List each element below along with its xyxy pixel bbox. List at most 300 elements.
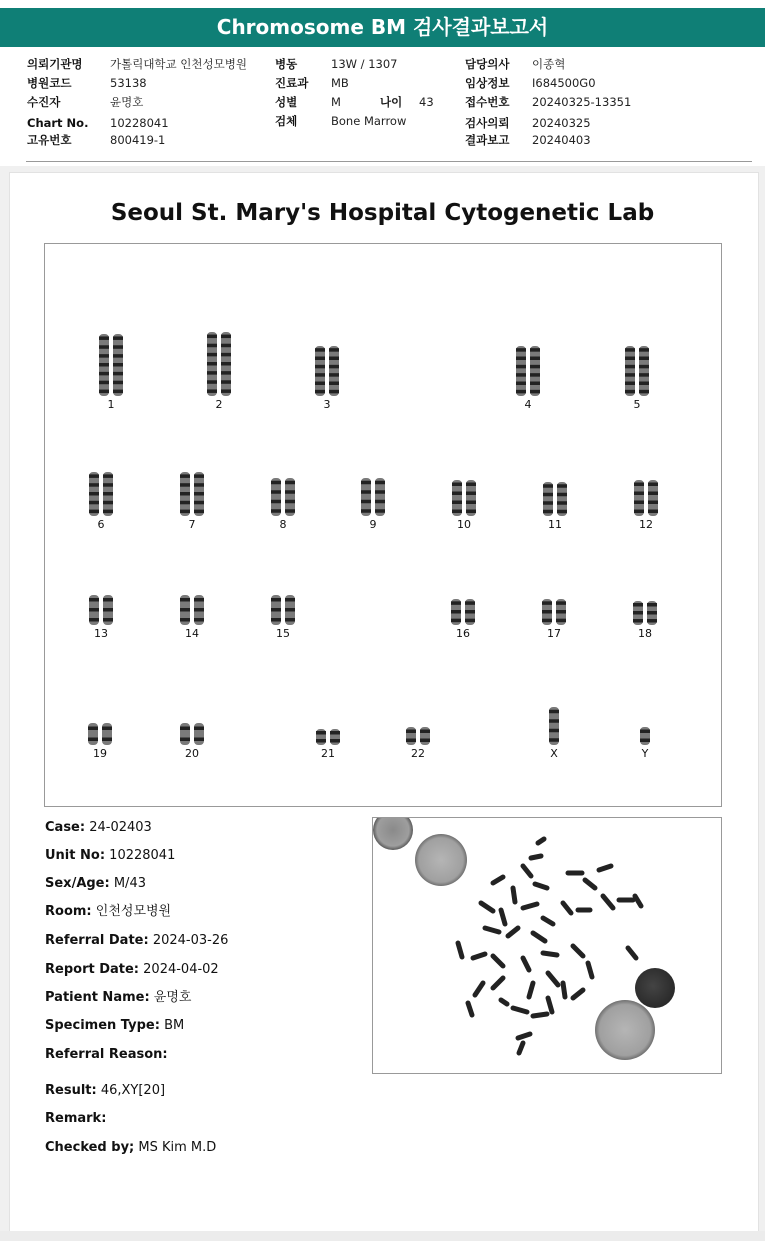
chromosome-band — [194, 727, 204, 731]
chromosome-label: 6 — [97, 518, 105, 531]
chromosome-band — [194, 501, 204, 505]
chromosome-band — [465, 619, 475, 623]
referral-reason-label: Referral Reason: — [45, 1047, 168, 1062]
chromosome-band — [207, 380, 217, 384]
chromosome-label: 5 — [633, 398, 641, 411]
chromosome-band — [285, 500, 295, 504]
chromosome-band — [113, 363, 123, 367]
report-header-title: Chromosome BM 검사결과보고서 — [0, 8, 765, 47]
unique-no-label: 고유번호 — [27, 133, 72, 147]
chromosome-pair-22 — [388, 727, 448, 761]
chromosome-band — [271, 598, 281, 602]
chromosome-band — [113, 354, 123, 358]
chromosome-band — [466, 501, 476, 505]
chromosome-band — [103, 492, 113, 496]
chromosome-band — [452, 501, 462, 505]
chromosome-band — [221, 362, 231, 366]
chromosome-band — [180, 738, 190, 742]
chromosome-band — [221, 335, 231, 339]
sex-age-value: M/43 — [113, 876, 146, 891]
chromosome-pair-1 — [81, 334, 141, 412]
chromosome-band — [451, 619, 461, 623]
chromosome-band — [375, 500, 385, 504]
chromosome-label: 12 — [639, 518, 653, 531]
report-date-label: Report Date: — [45, 962, 140, 977]
chromosome-pair-17 — [524, 599, 584, 641]
chromosome-pair-20 — [162, 723, 222, 761]
chromosome-band — [451, 601, 461, 605]
dept-value: MB — [331, 76, 349, 90]
chromosome-pair-21 — [298, 729, 358, 761]
chromosome-label: 22 — [411, 747, 425, 760]
checked-by-label: Checked by; — [45, 1140, 135, 1155]
chromosome-band — [271, 509, 281, 513]
chromosome-band — [89, 598, 99, 602]
chromosome-label: Y — [641, 747, 649, 760]
age-label: 나이 — [380, 95, 403, 109]
chart-no-label: Chart No. — [27, 116, 89, 130]
chromosome-band — [329, 365, 339, 369]
chromosome-band — [207, 353, 217, 357]
chromosome-band — [361, 509, 371, 513]
chromosome-band — [315, 348, 325, 352]
chromosome-label: 16 — [456, 627, 470, 640]
chromosome-band — [452, 483, 462, 487]
chromatid — [315, 346, 325, 396]
specimen-type-label: Specimen Type: — [45, 1018, 160, 1033]
chromosome-band — [316, 731, 326, 735]
chromosome-band — [89, 492, 99, 496]
ward-value: 13W / 1307 — [331, 57, 398, 71]
chromosome-image — [449, 480, 479, 516]
chromosome-image — [358, 478, 388, 516]
sex-value: M — [331, 95, 341, 109]
chromosome-band — [530, 365, 540, 369]
unique-no-value: 800419-1 — [110, 133, 166, 147]
chromosome-band — [103, 608, 113, 612]
chromosome-band — [639, 390, 649, 394]
chromosome-pair-4 — [498, 346, 558, 412]
chromosome-band — [221, 389, 231, 393]
sex-age-label: Sex/Age: — [45, 876, 110, 891]
chromosome-band — [466, 492, 476, 496]
patient-label: 수진자 — [27, 95, 61, 109]
chromosome-band — [466, 483, 476, 487]
chromosome-label: 13 — [94, 627, 108, 640]
chromosome-band — [516, 373, 526, 377]
chromosome-band — [194, 510, 204, 513]
chromosome-pair-y — [615, 727, 675, 761]
referral-reason-field — [45, 1046, 168, 1064]
chromosome-band — [329, 357, 339, 361]
chromatid — [102, 723, 112, 745]
chromosome-band — [557, 493, 567, 497]
chromosome-band — [329, 390, 339, 394]
chromosome-band — [207, 371, 217, 375]
chromosome-band — [194, 483, 204, 487]
request-date-label: 검사의뢰 — [465, 116, 510, 130]
chromosome-band — [639, 357, 649, 361]
referral-date-field — [45, 932, 228, 950]
chromosome-pair-18 — [615, 601, 675, 641]
chromosome-band — [634, 501, 644, 505]
chromosome-band — [207, 389, 217, 393]
cell-nucleus — [415, 834, 467, 886]
chromosome-image — [539, 599, 569, 625]
chromosome-band — [99, 354, 109, 358]
chart-no-value: 10228041 — [110, 116, 169, 130]
chromosome-band — [271, 490, 281, 494]
chromosome-band — [103, 483, 113, 487]
patient-info-panel — [0, 48, 765, 166]
chromosome-band — [542, 610, 552, 614]
chromosome-image — [631, 480, 661, 516]
chromosome-band — [647, 619, 657, 623]
chromosome-image — [177, 723, 207, 745]
chromosome-band — [543, 493, 553, 497]
chromosome-image — [268, 478, 298, 516]
remark-label: Remark: — [45, 1111, 107, 1126]
chromosome-pair-2 — [189, 332, 249, 412]
unit-no-value: 10228041 — [109, 848, 176, 863]
chromosome-band — [285, 490, 295, 494]
result-value: 46,XY[20] — [100, 1083, 166, 1098]
chromosome-pair-14 — [162, 595, 222, 641]
chromosome-label: 8 — [279, 518, 287, 531]
chromosome-band — [180, 598, 190, 602]
chromosome-image — [86, 472, 116, 516]
chromosome-band — [88, 738, 98, 742]
chromosome-band — [99, 381, 109, 385]
chromosome-band — [180, 483, 190, 487]
chromosome-pair-5 — [607, 346, 667, 412]
chromatid — [329, 346, 339, 396]
chromosome-band — [99, 372, 109, 376]
chromosome-image — [313, 729, 343, 745]
chromosome-band — [271, 481, 281, 485]
chromosome-band — [89, 501, 99, 505]
sex-age-field — [45, 875, 146, 893]
chromosome-band — [329, 382, 339, 386]
chromosome-image — [85, 723, 115, 745]
chromosome-band — [180, 618, 190, 622]
chromosome-band — [88, 727, 98, 731]
chromosome-band — [516, 357, 526, 361]
chromosome-band — [329, 348, 339, 352]
chromosome-band — [516, 382, 526, 386]
chromosome-band — [103, 501, 113, 505]
chromosome-pair-8 — [253, 478, 313, 532]
chromosome-image — [547, 707, 561, 745]
chromosome-band — [221, 371, 231, 375]
chromosome-band — [207, 344, 217, 348]
chromosome-band — [648, 483, 658, 487]
chromosome-band — [466, 510, 476, 514]
chromosome-band — [285, 608, 295, 612]
chromosome-band — [103, 510, 113, 513]
lab-title: Seoul St. Mary's Hospital Cytogenetic Lab — [110, 200, 655, 226]
chromosome-band — [221, 344, 231, 348]
chromosome-band — [99, 363, 109, 367]
chromosome-band — [634, 483, 644, 487]
chromosome-band — [89, 474, 99, 478]
room-label: Room: — [45, 904, 92, 919]
chromosome-band — [361, 500, 371, 504]
chromosome-band — [113, 381, 123, 385]
chromosome-band — [113, 372, 123, 376]
chromosome-band — [271, 500, 281, 504]
chromosome-band — [639, 348, 649, 352]
chromosome-band — [625, 390, 635, 394]
chromatid — [516, 346, 526, 396]
chromosome-pair-15 — [253, 595, 313, 641]
chromatid — [625, 346, 635, 396]
chromosome-band — [329, 373, 339, 377]
chromosome-band — [542, 619, 552, 623]
result-report-label: 결과보고 — [465, 133, 510, 147]
chromosome-band — [361, 490, 371, 494]
chromatid — [194, 723, 204, 745]
chromosome-band — [315, 365, 325, 369]
chromosome-band — [285, 481, 295, 485]
chromosome-band — [315, 382, 325, 386]
chromatid — [180, 723, 190, 745]
chromosome-pair-13 — [71, 595, 131, 641]
chromosome-band — [633, 619, 643, 623]
chromosome-pair-7 — [162, 472, 222, 532]
chromosome-label: 1 — [107, 398, 115, 411]
chromosome-band — [315, 373, 325, 377]
chromosome-band — [543, 510, 553, 514]
chromosome-image — [513, 346, 543, 396]
chromosome-label: 3 — [323, 398, 331, 411]
chromosome-image — [403, 727, 433, 745]
chromosome-band — [99, 336, 109, 340]
chromosome-image — [204, 332, 234, 396]
chromosome-band — [530, 357, 540, 361]
info-divider — [26, 161, 752, 162]
chromosome-band — [361, 481, 371, 485]
chromosome-band — [625, 348, 635, 352]
chromosome-band — [647, 603, 657, 607]
chromosome-band — [99, 345, 109, 349]
chromosome-band — [633, 611, 643, 615]
case-label: Case: — [45, 820, 86, 835]
chromosome-band — [648, 501, 658, 505]
chromosome-band — [89, 618, 99, 622]
chromosome-band — [315, 390, 325, 394]
chromosome-band — [180, 474, 190, 478]
chromosome-image — [86, 595, 116, 625]
chromosome-band — [516, 365, 526, 369]
chromosome-band — [549, 710, 559, 714]
chromosome-band — [530, 373, 540, 377]
chromatid — [88, 723, 98, 745]
hospital-code-value: 53138 — [110, 76, 147, 90]
chromosome-pair-3 — [297, 346, 357, 412]
chromosome-band — [530, 382, 540, 386]
chromosome-image — [638, 727, 652, 745]
chromosome-band — [543, 484, 553, 488]
request-date-value: 20240325 — [532, 116, 591, 130]
chromosome-pair-x — [524, 707, 584, 761]
chromosome-band — [271, 608, 281, 612]
chromosome-image — [96, 334, 126, 396]
chromosome-label: 15 — [276, 627, 290, 640]
chromosome-label: 14 — [185, 627, 199, 640]
chromosome-band — [452, 492, 462, 496]
chromosome-band — [633, 603, 643, 607]
chromosome-band — [556, 619, 566, 623]
chromosome-band — [113, 336, 123, 340]
chromosome-band — [221, 353, 231, 357]
chromosome-pair-10 — [434, 480, 494, 532]
receipt-no-label: 접수번호 — [465, 95, 510, 109]
chromosome-band — [465, 601, 475, 605]
clinical-info-label: 임상정보 — [465, 76, 510, 90]
chromosome-label: 19 — [93, 747, 107, 760]
institution-label: 의뢰기관명 — [27, 57, 83, 71]
chromosome-band — [549, 738, 559, 742]
chromosome-band — [180, 501, 190, 505]
chromosome-band — [625, 382, 635, 386]
result-label: Result: — [45, 1083, 97, 1098]
chromosome-band — [285, 598, 295, 602]
chromosome-band — [406, 739, 416, 743]
chromosome-band — [549, 719, 559, 723]
remark-field — [45, 1110, 106, 1128]
sex-label: 성별 — [275, 95, 298, 109]
room-value: 인천성모병원 — [95, 904, 172, 919]
chromosome-band — [315, 357, 325, 361]
checked-by-field — [45, 1139, 216, 1157]
chromosome-band — [640, 739, 650, 743]
chromosome-band — [420, 739, 430, 743]
chromosome-band — [516, 390, 526, 394]
chromosome-band — [271, 618, 281, 622]
age-value: 43 — [419, 95, 434, 109]
chromosome-label: 9 — [369, 518, 377, 531]
chromosome-band — [194, 618, 204, 622]
chromosome-image — [622, 346, 652, 396]
chromosome-band — [113, 390, 123, 394]
chromosome-band — [316, 739, 326, 743]
chromosome-label: 10 — [457, 518, 471, 531]
chromosome-band — [625, 365, 635, 369]
metaphase-image — [372, 817, 722, 1074]
chromosome-band — [465, 610, 475, 614]
institution-value: 가톨릭대학교 인천성모병원 — [110, 57, 247, 71]
doctor-value: 이종혁 — [532, 57, 566, 71]
chromosome-band — [452, 510, 462, 514]
chromosome-band — [557, 501, 567, 505]
karyotype-panel — [44, 243, 722, 807]
chromosome-band — [625, 373, 635, 377]
referral-date-value: 2024-03-26 — [152, 933, 229, 948]
bottom-strip — [0, 1231, 765, 1241]
chromosome-band — [113, 345, 123, 349]
chromosome-band — [530, 390, 540, 394]
cell-nucleus — [635, 968, 675, 1008]
patient-value: 윤명호 — [110, 95, 144, 109]
chromosome-label: 21 — [321, 747, 335, 760]
result-report-value: 20240403 — [532, 133, 591, 147]
chromosome-label: 11 — [548, 518, 562, 531]
chromosome-band — [207, 335, 217, 339]
doctor-label: 담당의사 — [465, 57, 510, 71]
chromosome-band — [180, 510, 190, 513]
chromosome-band — [330, 731, 340, 735]
chromosome-label: X — [550, 747, 558, 760]
chromosome-image — [448, 599, 478, 625]
chromosome-band — [180, 727, 190, 731]
chromosome-band — [330, 739, 340, 743]
chromosome-band — [420, 730, 430, 734]
chromosome-band — [103, 598, 113, 602]
report-date-value: 2024-04-02 — [143, 962, 219, 977]
chromosome-band — [648, 492, 658, 496]
chromosome-band — [406, 730, 416, 734]
chromosome-band — [634, 492, 644, 496]
chromosome-band — [99, 390, 109, 394]
chromosome-label: 7 — [188, 518, 196, 531]
chromosome-image — [177, 472, 207, 516]
chromosome-band — [194, 474, 204, 478]
chromosome-band — [543, 501, 553, 505]
clinical-info-value: I684500G0 — [532, 76, 596, 90]
cell-nucleus — [373, 818, 413, 850]
chromosome-band — [557, 510, 567, 514]
patient-name-value: 윤명호 — [153, 990, 192, 1005]
chromosome-pair-16 — [433, 599, 493, 641]
chromosome-band — [556, 601, 566, 605]
chromosome-band — [207, 362, 217, 366]
unit-no-label: Unit No: — [45, 848, 106, 863]
chromosome-band — [89, 608, 99, 612]
chromosome-label: 20 — [185, 747, 199, 760]
chromosome-band — [542, 601, 552, 605]
case-field — [45, 819, 152, 837]
chromosome-pair-9 — [343, 478, 403, 532]
chromosome-band — [89, 510, 99, 513]
case-value: 24-02403 — [89, 820, 152, 835]
chromosome-band — [180, 492, 190, 496]
chromosome-band — [648, 510, 658, 514]
chromosome-band — [285, 618, 295, 622]
chromosome-pair-12 — [616, 480, 676, 532]
receipt-no-value: 20240325-13351 — [532, 95, 632, 109]
referral-date-label: Referral Date: — [45, 933, 149, 948]
chromosome-pair-11 — [525, 482, 585, 532]
cell-nucleus — [595, 1000, 655, 1060]
chromosome-band — [625, 357, 635, 361]
chromosome-band — [516, 348, 526, 352]
chromosome-label: 17 — [547, 627, 561, 640]
chromosome-band — [103, 474, 113, 478]
chromosome-image — [630, 601, 660, 625]
specimen-value: Bone Marrow — [331, 114, 407, 128]
chromosome-band — [639, 382, 649, 386]
chromosome-band — [102, 738, 112, 742]
specimen-type-field — [45, 1017, 184, 1035]
result-field — [45, 1082, 165, 1100]
chromosome-pair-6 — [71, 472, 131, 532]
chromosome-band — [375, 490, 385, 494]
chromosome-band — [103, 618, 113, 622]
chromosome-band — [194, 492, 204, 496]
ward-label: 병동 — [275, 57, 298, 71]
chromosome-band — [647, 611, 657, 615]
